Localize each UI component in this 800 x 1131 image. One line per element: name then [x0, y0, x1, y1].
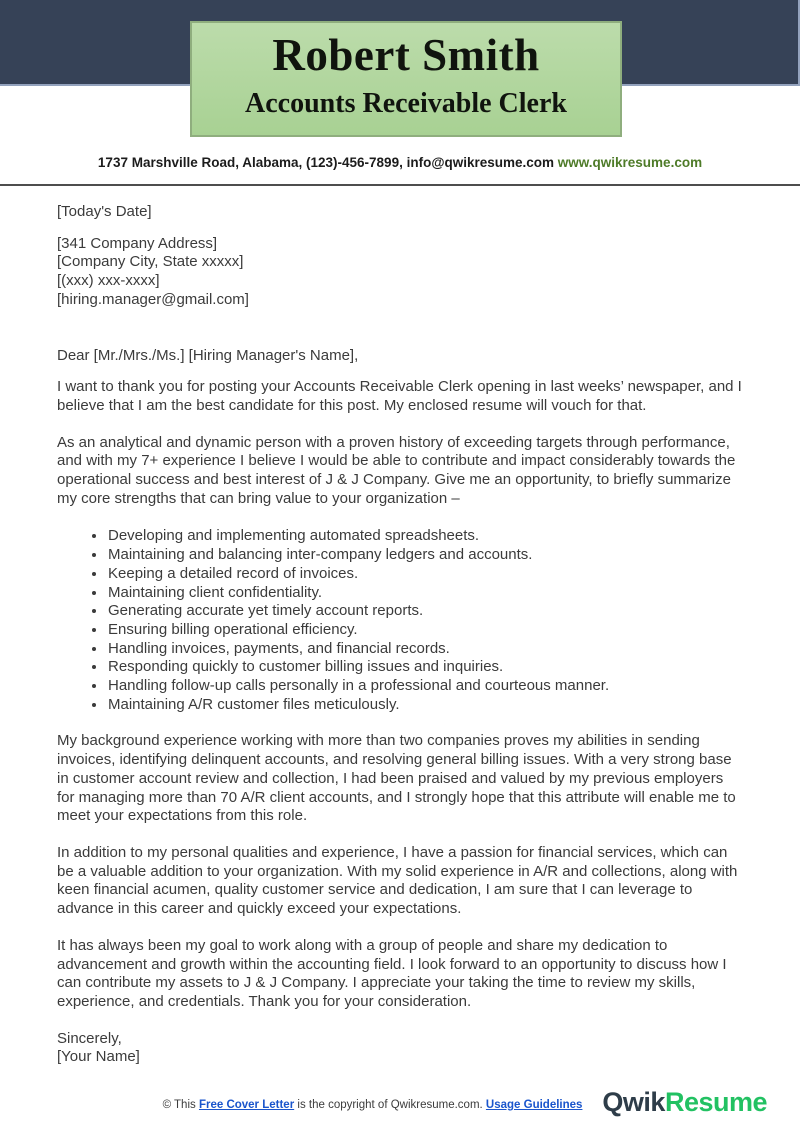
list-item: • Handling follow-up calls personally in a professional and courteous manner.: [107, 677, 744, 696]
free-cover-letter-link[interactable]: Free Cover Letter: [198, 1099, 295, 1111]
date-line: [Today's Date]: [57, 203, 152, 220]
paragraph-intro: I want to thank you for posting your Accounts Receivable Clerk opening in last weeks’ newspaper, and I believe that I am the best candidate for this post. My enclosed resume will vouch for that.: [57, 378, 742, 414]
qwikresume-logo[interactable]: [602, 1087, 767, 1118]
paragraph-background: My background experience working with more than two companies proves my abilities in sending invoices, identifying delinquent accounts, and resolving general billing issues. With a very strong base in customer account review and collection, I had been praised and valued by my previous employers for managing more than 70 A/R client accounts, and I strongly hope that this attribute will enable me to meet your expectations from this role.: [57, 732, 736, 825]
recipient-line: [Company City, State xxxxx]: [57, 253, 244, 271]
strengths-list: [57, 527, 744, 714]
closing-block: [57, 1030, 744, 1067]
recipient-line: [(xxx) xxx-xxxx]: [57, 272, 160, 290]
logo-qwik-text: Qwik: [602, 1087, 665, 1117]
salutation: Dear [Mr./Mrs./Ms.] [Hiring Manager's Name],: [57, 346, 359, 364]
footer: [0, 1085, 800, 1131]
list-item: • Handling invoices, payments, and financial records.: [107, 640, 744, 659]
name-plate: [190, 21, 622, 137]
paragraph-strengths-lead: As an analytical and dynamic person with a proven history of exceeding targets through performance, and with my 7+ experience I believe I would be able to contribute and impact considerably towards the operational success and best interest of J & J Company. Give me an opportunity, to briefly summarize my core strengths that can bring value to your organization –: [57, 433, 736, 507]
copyright-middle: is the copyright of Qwikresume.com.: [294, 1099, 486, 1111]
logo-resume-text: Resume: [664, 1087, 767, 1117]
contact-line: [0, 155, 800, 170]
list-item: • Maintaining A/R customer files meticulously.: [107, 696, 744, 715]
signature-line: [Your Name]: [57, 1048, 140, 1066]
list-item: • Maintaining and balancing inter-company ledgers and accounts.: [107, 546, 744, 565]
contact-address-text: 1737 Marshville Road, Alabama, (123)-456-7899, info@qwikresume.com: [97, 155, 558, 170]
paragraph-qualities: In addition to my personal qualities and experience, I have a passion for financial services, which can be a valuable addition to your organization. With my solid experience in A/R and collections, along with keen financial acumen, quality customer service and dedication, I am sure that I can leverage to advance in this career and quickly exceed your expectations.: [57, 843, 738, 918]
recipient-line: [hiring.manager@gmail.com]: [57, 290, 249, 308]
closing-line: Sincerely,: [57, 1029, 122, 1047]
recipient-address-block: [57, 235, 744, 310]
person-name: Robert Smith: [272, 30, 540, 80]
list-item: • Responding quickly to customer billing issues and inquiries.: [107, 658, 744, 677]
list-item: • Developing and implementing automated spreadsheets.: [107, 527, 744, 546]
usage-guidelines-link[interactable]: Usage Guidelines: [485, 1099, 583, 1111]
list-item: • Ensuring billing operational efficiency.: [107, 621, 744, 640]
list-item: • Generating accurate yet timely account reports.: [107, 602, 744, 621]
list-item: • Keeping a detailed record of invoices.: [107, 565, 744, 584]
recipient-line: [341 Company Address]: [57, 234, 218, 252]
person-title: Accounts Receivable Clerk: [245, 88, 567, 119]
website-link[interactable]: www.qwikresume.com: [557, 155, 703, 170]
letter-body: [0, 186, 800, 1067]
list-item: • Maintaining client confidentiality.: [107, 584, 744, 603]
paragraph-goal: It has always been my goal to work along with a group of people and share my dedication to advancement and growth within the accounting field. I look forward to an opportunity to discuss how I can contribute my assets to J & J Company. I appreciate your taking the time to review my skills, experience, and credentials. Thank you for your consideration.: [57, 936, 727, 1010]
copyright-prefix: © This: [162, 1099, 199, 1111]
